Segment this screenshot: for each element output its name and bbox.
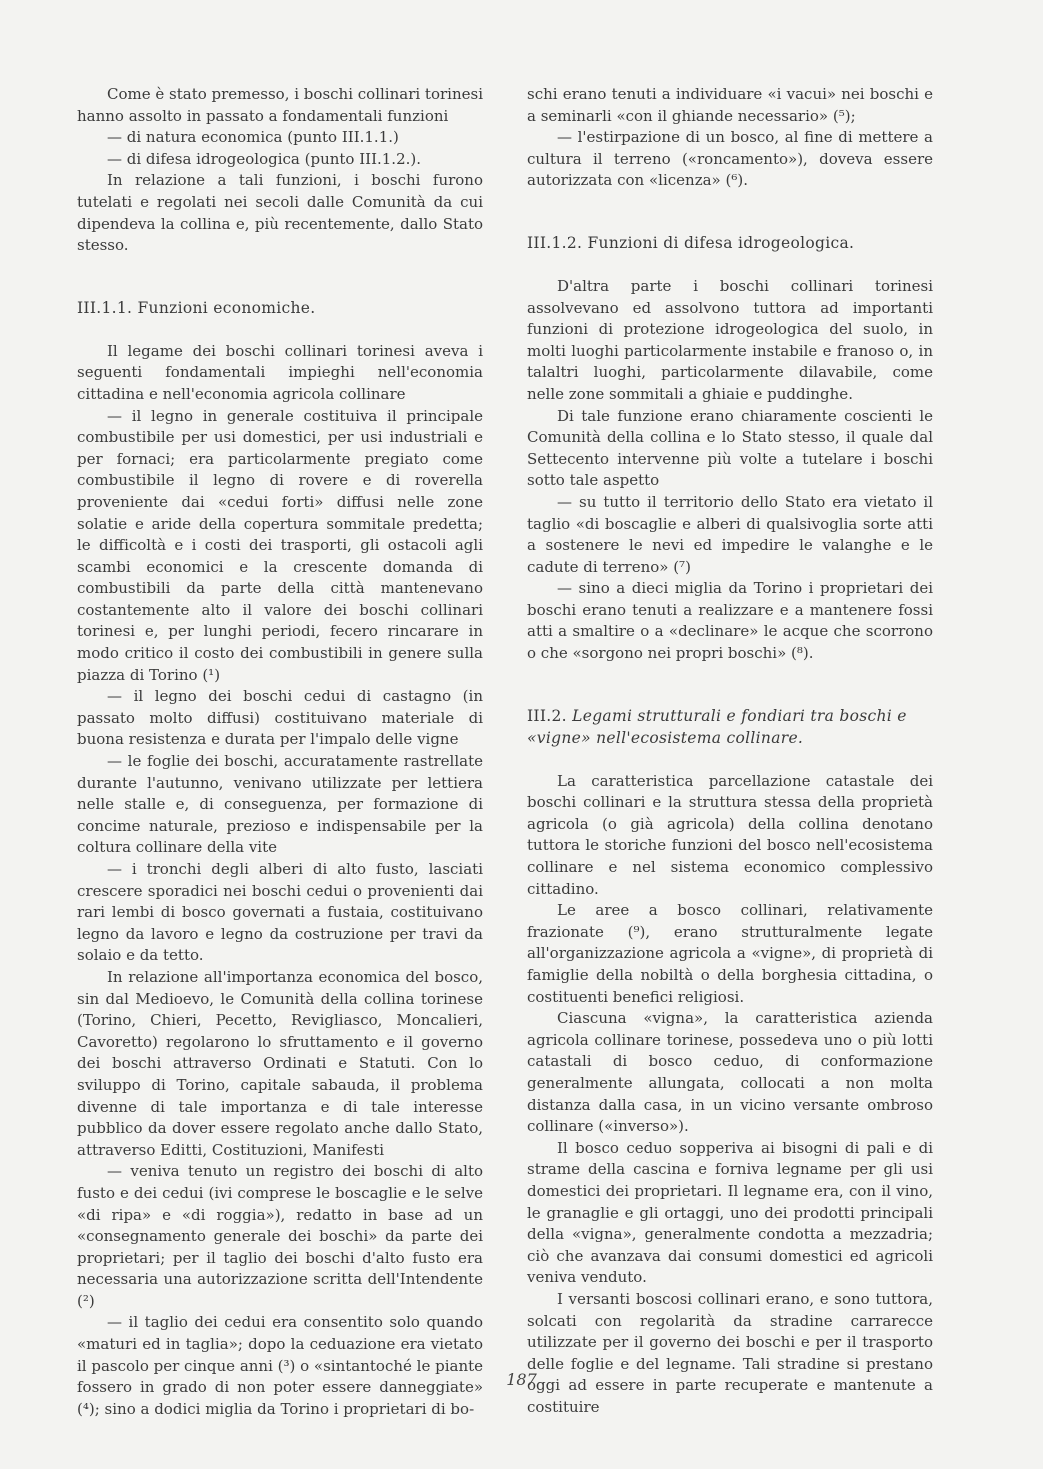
section-heading: III.1.2. Funzioni di difesa idrogeologica.	[527, 233, 855, 252]
paragraph: Come è stato premesso, i boschi collinari torinesi hanno assolto in passato a fondamentali funzioni	[77, 85, 483, 125]
list-item: — sino a dieci miglia da Torino i proprietari dei boschi erano tenuti a realizzare e a mantenere fossi atti a smaltire o a «declinare» le acque che scorrono o che «sorgono nei propri boschi» (⁸).	[527, 579, 933, 663]
list-item: — il legno dei boschi cedui di castagno (in passato molto diffusi) costituivano materiale di buona resistenza e durata per l'impalo delle vigne	[77, 687, 483, 749]
section-number: III.2.	[527, 706, 567, 725]
paragraph: schi erano tenuti a individuare «i vacui» nei boschi e a seminarli «con il ghiande necessario» (⁵);	[527, 85, 933, 125]
list-item: — i tronchi degli alberi di alto fusto, lasciati crescere sporadici nei boschi cedui o provenienti dai rari lembi di bosco governati a fustaia, costituivano legno da lavoro e legno da costruzione per travi da solaio e da tetto.	[77, 860, 483, 965]
paragraph: I versanti boscosi collinari erano, e sono tuttora, solcati con regolarità da stradine carrarecce utilizzate per il governo dei boschi e per il trasporto delle foglie e del legname. Tali stradine si prestano oggi ad essere in parte recuperate e mantenute a costituire	[527, 1289, 933, 1416]
paragraph: Le aree a bosco collinari, relativamente frazionate (⁹), erano strutturalmente legate all'organizzazione agricola a «vigne», di proprietà di famiglie della nobiltà o della borghesia cittadina, o costituenti benefici religiosi.	[527, 901, 933, 1006]
list-item: — veniva tenuto un registro dei boschi di alto fusto e dei cedui (ivi comprese le boscaglie e le selve «di ripa» e «di roggia»), redatto in base ad un «consegnamento generale dei boschi» da parte dei proprietari; per il taglio dei boschi d'alto fusto era necessaria una autorizzazione scritta dell'Intendente (²)	[77, 1162, 483, 1310]
section-heading: III.1.1. Funzioni economiche.	[77, 298, 316, 317]
paragraph: Di tale funzione erano chiaramente coscienti le Comunità della collina e lo Stato stesso, il quale dal Settecento intervenne più volte a tutelare i boschi sotto tale aspetto	[527, 406, 933, 490]
list-item: — di natura economica (punto III.1.1.)	[107, 128, 399, 147]
paragraph: D'altra parte i boschi collinari torinesi assolvevano ed assolvono tuttora ad importanti funzioni di protezione idrogeologica del suolo, in molti luoghi particolarmente instabile e franoso o, in talaltri luoghi, particolarmente dilavabile, come nelle zone sommitali a ghiaie e puddinghe.	[527, 276, 933, 403]
section-heading	[527, 705, 933, 749]
paragraph: In relazione a tali funzioni, i boschi furono tutelati e regolati nei secoli dalle Comunità da cui dipendeva la collina e, più recentemente, dallo Stato stesso.	[77, 171, 483, 255]
list-item: — le foglie dei boschi, accuratamente rastrellate durante l'autunno, venivano utilizzate per lettiera nelle stalle e, di conseguenza, per formazione di concime naturale, prezioso e indispensabile per la coltura collinare della vite	[77, 752, 483, 857]
list-item: — il taglio dei cedui era consentito solo quando «maturi ed in taglia»; dopo la ceduazione era vietato il pascolo per cinque anni (³) o «sintantoché le piante fossero in grado di non poter essere danneggiate» (⁴); sino a dodici miglia da Torino i proprietari di bo-	[77, 1313, 484, 1418]
list-item: — il legno in generale costituiva il principale combustibile per usi domestici, per usi industriali e per fornaci; era particolarmente pregiato come combustibile il legno di rovere e di roverella proveniente dai «cedui forti» diffusi nelle zone solatie e aride della copertura sommitale predetta; le difficoltà e i costi dei trasporti, gli ostacoli agli scambi economici e la crescente domanda di combustibili da parte della città mantenevano costantemente alto il valore dei boschi collinari torinesi e, per lunghi periodi, fecero rincarare in modo critico il costo dei combustibili in genere sulla piazza di Torino (¹)	[77, 406, 483, 684]
list-item: — di difesa idrogeologica (punto III.1.2.).	[107, 149, 422, 168]
page-number: 187	[506, 1370, 537, 1389]
paragraph: Ciascuna «vigna», la caratteristica azienda agricola collinare torinese, possedeva uno o più lotti catastali di bosco ceduo, di conformazione generalmente allungata, collocati a non molta distanza dalla casa, in un vicino versante ombroso collinare («inverso»).	[527, 1009, 933, 1136]
left-column	[77, 84, 483, 1420]
list-item: — su tutto il territorio dello Stato era vietato il taglio «di boscaglie e alberi di qualsivoglia sorte atti a sostenere le nevi ed impedire le valanghe e le cadute di terreno» (⁷)	[527, 492, 933, 576]
paragraph: Il bosco ceduo sopperiva ai bisogni di pali e di strame della cascina e forniva legname per gli usi domestici dei proprietari. Il legname era, con il vino, le granaglie e gli ortaggi, uno dei prodotti principali della «vigna», generalmente condotta a mezzadria; ciò che avanzava dai consumi domestici ed agricoli veniva venduto.	[527, 1138, 933, 1287]
paragraph: In relazione all'importanza economica del bosco, sin dal Medioevo, le Comunità della collina torinese (Torino, Chieri, Pecetto, Revigliasco, Moncalieri, Cavoretto) regolarono lo sfruttamento e il governo dei boschi attraverso Ordinati e Statuti. Con lo sviluppo di Torino, capitale sabauda, il problema divenne di tale importanza e di tale interesse pubblico da dover essere regolato anche dallo Stato, attraverso Editti, Costituzioni, Manifesti	[77, 967, 483, 1159]
section-title: Legami strutturali e fondiari tra boschi e «vigne» nell'ecosistema collinare.	[527, 706, 907, 747]
paragraph: La caratteristica parcellazione catastale dei boschi collinari e la struttura stessa della proprietà agricola (o già agricola) della collina denotano tuttora le storiche funzioni del bosco nell'ecosistema collinare e nel sistema economico complessivo cittadino.	[527, 771, 933, 898]
right-column	[527, 84, 933, 1418]
list-item: — l'estirpazione di un bosco, al fine di mettere a cultura il terreno («roncamento»), doveva essere autorizzata con «licenza» (⁶).	[527, 128, 933, 190]
paragraph: Il legame dei boschi collinari torinesi aveva i seguenti fondamentali impieghi nell'economia cittadina e nell'economia agricola collinare	[77, 341, 483, 403]
